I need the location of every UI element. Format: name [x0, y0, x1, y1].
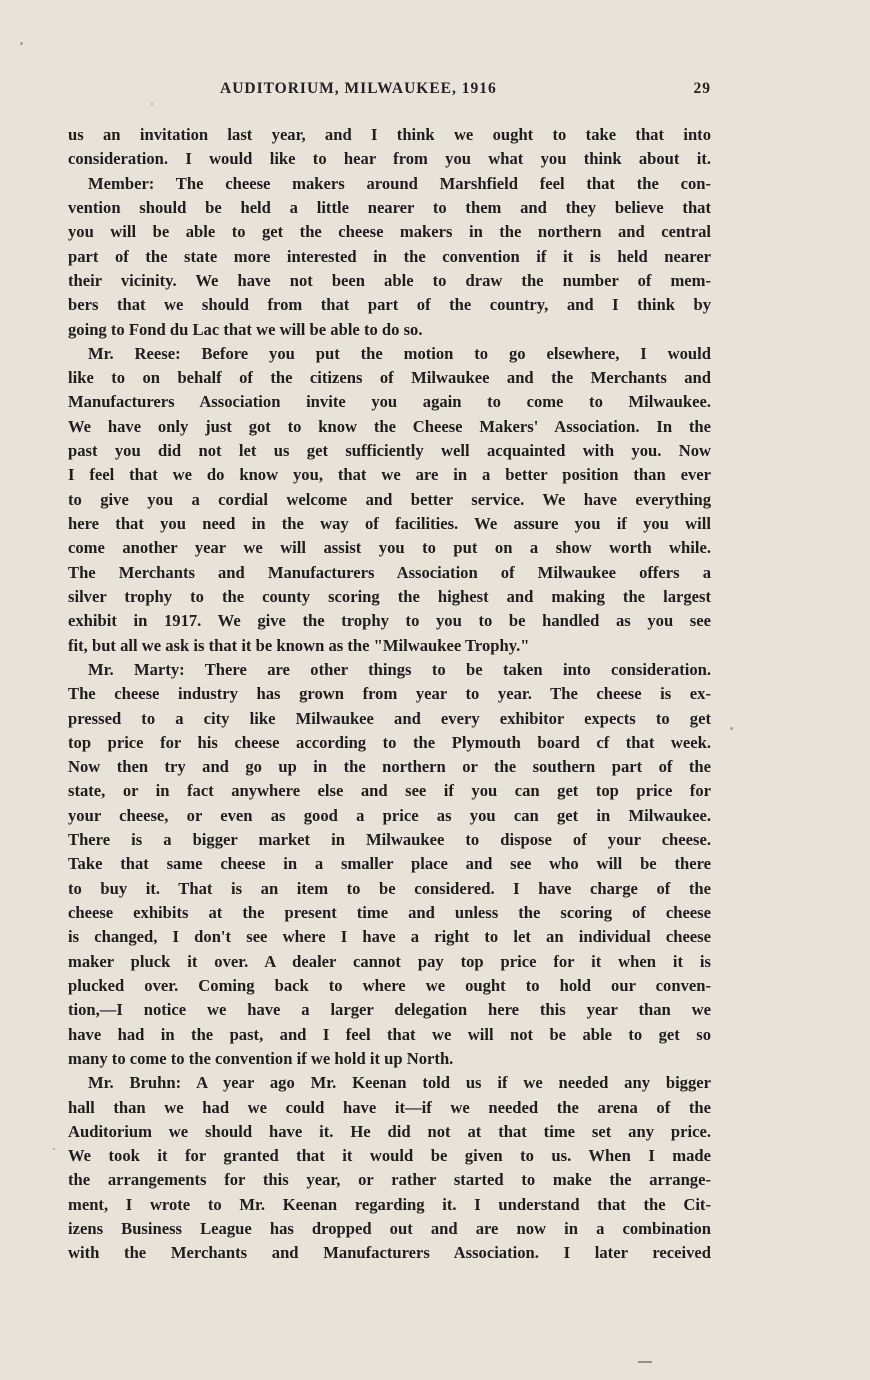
text-line: here that you need in the way of facilities. We assure you if you will: [68, 514, 711, 533]
scan-speck: [730, 727, 733, 730]
text-line: The Merchants and Manufacturers Association of Milwaukee offers a: [68, 562, 711, 582]
text-line: to give you a cordial welcome and better service. We have everything: [68, 489, 711, 509]
text-line: Mr. Marty: There are other things to be taken into consideration.: [88, 659, 711, 679]
text-line: maker pluck it over. A dealer cannot pay top price for it when it is: [68, 951, 711, 971]
text-line: Auditorium we should have it. He did not at that time set any price.: [68, 1121, 711, 1141]
text-line: is changed, I don't see where I have a right to let an individual cheese: [68, 927, 711, 947]
text-line: Member: The cheese makers around Marshfield feel that the con-: [88, 173, 711, 193]
text-line: top price for his cheese according to the Plymouth board cf that week.: [68, 732, 711, 752]
body-text: [68, 123, 711, 1266]
text-line: Mr. Bruhn: A year ago Mr. Keenan told us if we needed any bigger: [88, 1073, 711, 1093]
text-line: have had in the past, and I feel that we will not be able to get so: [68, 1024, 711, 1044]
text-line: vention should be held a little nearer to them and they believe that: [68, 197, 711, 217]
text-line: silver trophy to the county scoring the highest and making the largest: [68, 586, 711, 606]
text-line: come another year we will assist you to put on a show worth while.: [68, 538, 711, 558]
text-line: fit, but all we ask is that it be known as the "Milwaukee Trophy.": [68, 635, 530, 655]
scan-mark: [638, 1361, 652, 1363]
text-line: izens Business League has dropped out and are now in a combination: [68, 1219, 711, 1239]
text-line: the arrangements for this year, or rather started to make the arrange-: [68, 1170, 711, 1190]
text-line: ment, I wrote to Mr. Keenan regarding it. I understand that the Cit-: [68, 1194, 711, 1214]
text-line: past you did not let us get sufficiently well acquainted with you. Now: [68, 441, 711, 461]
page-number: 29: [693, 80, 711, 97]
text-line: exhibit in 1917. We give the trophy to you to be handled as you see: [68, 611, 711, 631]
text-line: We took it for granted that it would be given to us. When I made: [68, 1146, 711, 1166]
text-line: Mr. Reese: Before you put the motion to go elsewhere, I would: [88, 343, 711, 363]
text-line: hall than we had we could have it—if we needed the arena of the: [68, 1097, 711, 1117]
text-line: pressed to a city like Milwaukee and every exhibitor expects to get: [68, 708, 711, 728]
text-line: bers that we should from that part of the country, and I think by: [68, 295, 711, 315]
text-line: plucked over. Coming back to where we ought to hold our conven-: [68, 975, 711, 995]
text-line: Take that same cheese in a smaller place and see who will be there: [68, 854, 711, 874]
text-line: I feel that we do know you, that we are in a better position than ever: [68, 465, 711, 485]
scan-speck: [151, 103, 153, 105]
text-line: their vicinity. We have not been able to draw the number of mem-: [68, 270, 711, 290]
text-line: to buy it. That is an item to be considered. I have charge of the: [68, 878, 711, 898]
text-line: consideration. I would like to hear from you what you think about it.: [68, 149, 711, 169]
text-line: Now then try and go up in the northern or the southern part of the: [68, 757, 711, 777]
text-line: you will be able to get the cheese makers in the northern and central: [68, 222, 711, 242]
text-line: Manufacturers Association invite you again to come to Milwaukee.: [68, 392, 711, 412]
text-line: many to come to the convention if we hold it up North.: [68, 1048, 454, 1068]
page-header: [68, 80, 711, 104]
scan-speck: [53, 1148, 55, 1150]
text-line: going to Fond du Lac that we will be able to do so.: [68, 319, 423, 339]
text-line: with the Merchants and Manufacturers Association. I later received: [68, 1243, 711, 1263]
text-line: us an invitation last year, and I think we ought to take that into: [68, 125, 711, 144]
text-line: state, or in fact anywhere else and see if you can get top price for: [68, 781, 711, 801]
text-line: tion,—I notice we have a larger delegation here this year than we: [68, 1000, 711, 1020]
text-line: part of the state more interested in the convention if it is held nearer: [68, 246, 711, 266]
running-title: AUDITORIUM, MILWAUKEE, 1916: [220, 80, 497, 97]
text-line: The cheese industry has grown from year to year. The cheese is ex-: [68, 684, 711, 704]
text-line: like to on behalf of the citizens of Milwaukee and the Merchants and: [68, 368, 711, 388]
text-line: We have only just got to know the Cheese Makers' Association. In the: [68, 416, 711, 436]
scan-speck: [20, 42, 23, 45]
text-line: cheese exhibits at the present time and unless the scoring of cheese: [68, 903, 711, 922]
text-line: your cheese, or even as good a price as you can get in Milwaukee.: [68, 805, 711, 825]
text-line: There is a bigger market in Milwaukee to dispose of your cheese.: [68, 830, 711, 850]
